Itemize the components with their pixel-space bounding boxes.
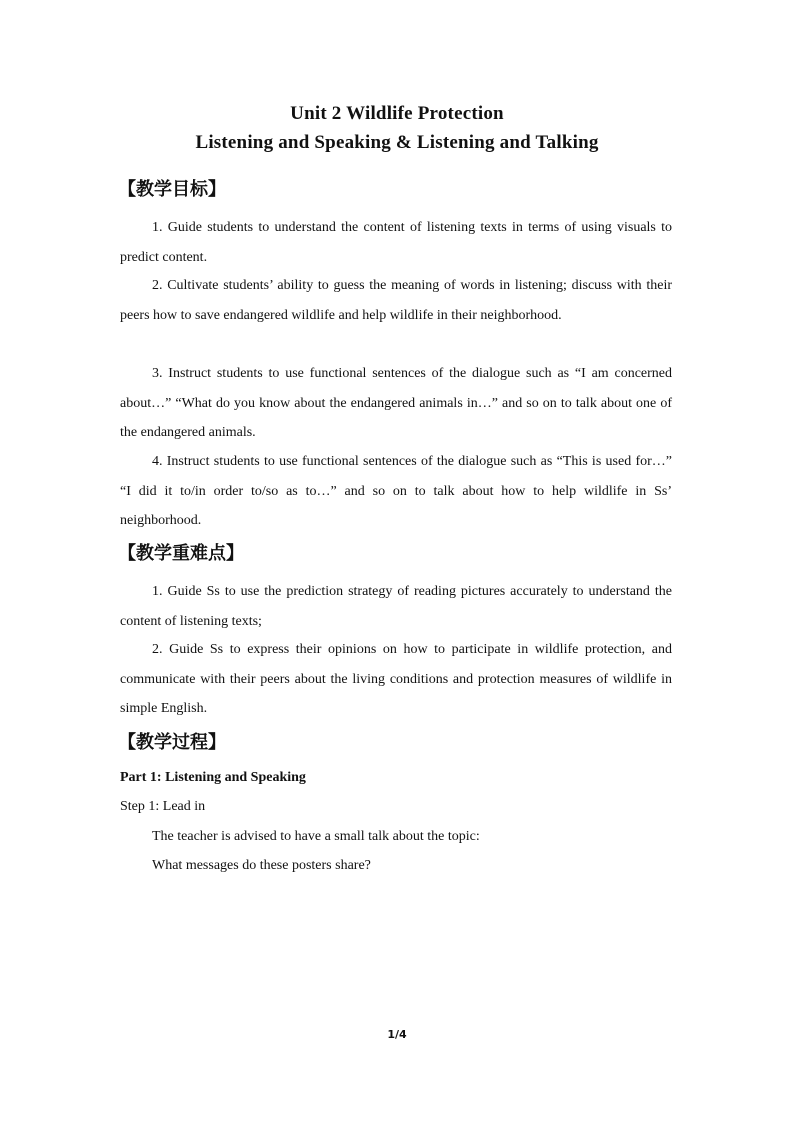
step-1-heading: Step 1: Lead in	[120, 799, 206, 814]
objective-2	[120, 271, 672, 330]
objective-4-text: 4. Instruct students to use functional sentences of the dialogue such as “This is used for…” “I did it to/in order to/so as to…” and so on to talk about how to help wildlife in Ss’ neighborhood.	[120, 454, 672, 528]
process-line-1: The teacher is advised to have a small talk about the topic:	[152, 829, 480, 844]
page-number: 1/4	[387, 1028, 407, 1041]
objective-1-text: 1. Guide students to understand the content of listening texts in terms of using visuals to predict content.	[120, 220, 672, 265]
title-line-2: Listening and Speaking & Listening and Talking	[195, 132, 599, 153]
objective-4	[120, 447, 672, 536]
process-line-2: What messages do these posters share?	[152, 858, 371, 873]
objective-2-text: 2. Cultivate students’ ability to guess the meaning of words in listening; discuss with their peers how to save endangered wildlife and help wildlife in their neighborhood.	[120, 278, 672, 323]
section-heading-key-points: 【教学重难点】	[118, 543, 244, 564]
objective-1	[120, 213, 672, 272]
key-point-1-text: 1. Guide Ss to use the prediction strategy of reading pictures accurately to understand the content of listening texts;	[120, 584, 672, 629]
part-1-heading: Part 1: Listening and Speaking	[120, 770, 306, 785]
objective-3	[120, 359, 672, 448]
title-line-1: Unit 2 Wildlife Protection	[290, 103, 504, 124]
section-heading-objectives: 【教学目标】	[118, 179, 226, 200]
key-point-1	[120, 577, 672, 636]
key-point-2	[120, 635, 672, 724]
section-heading-process: 【教学过程】	[118, 732, 226, 753]
objective-3-text: 3. Instruct students to use functional sentences of the dialogue such as “I am concerned about…” “What do you know about the endangered animals in…” and so on to talk about one of the endangered animals.	[120, 366, 672, 440]
key-point-2-text: 2. Guide Ss to express their opinions on how to participate in wildlife protection, and communicate with their peers about the living conditions and protection measures of wildlife in simple English.	[120, 642, 672, 716]
